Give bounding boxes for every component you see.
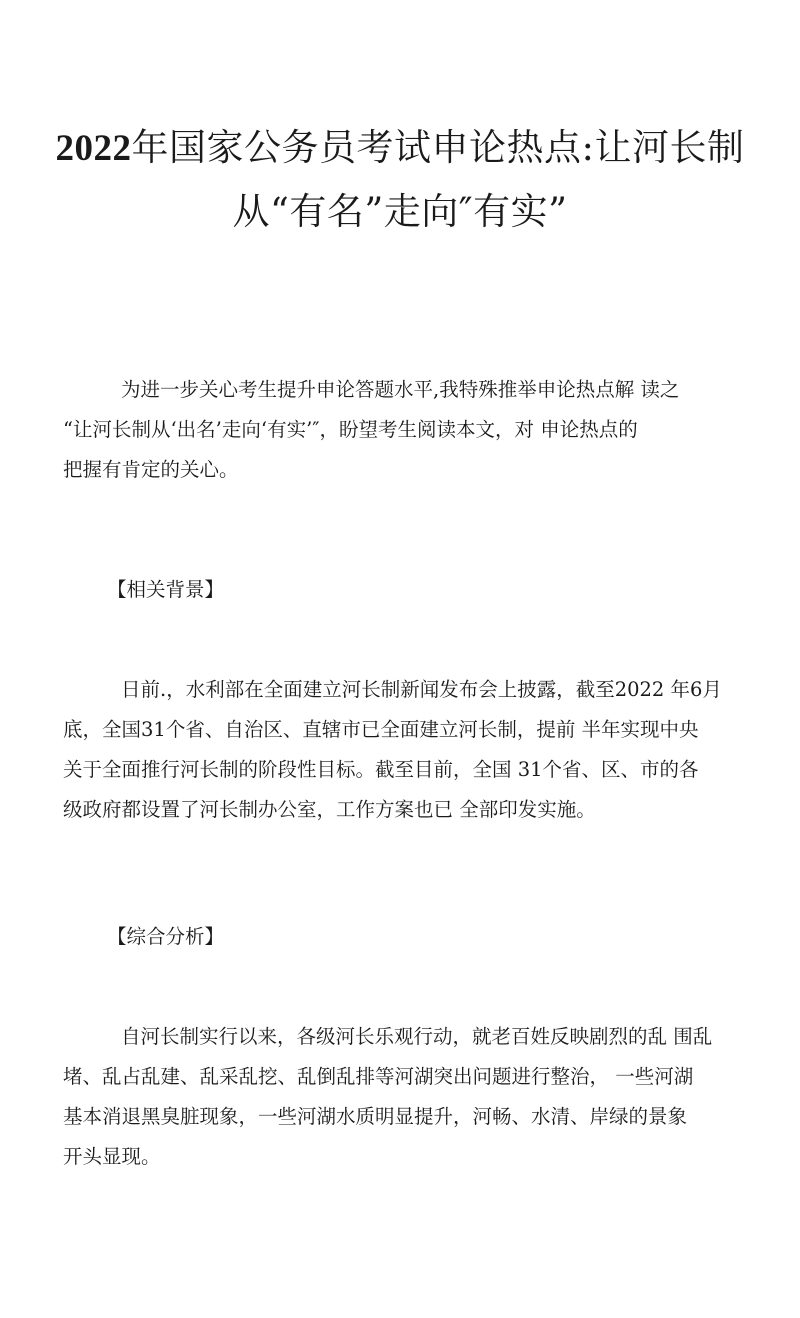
- paragraph-line: 开头显现。: [63, 1145, 161, 1168]
- line-text: 日前.，水利部在全面建立河长制新闻发布会上披露，截至2022 年6月: [121, 678, 722, 701]
- paragraph-line: [63, 1017, 743, 1057]
- line-text: 为进一步关心考生提升申论答题水平,我特殊推举申论热点解 读之: [121, 378, 680, 401]
- paragraph-line: [63, 370, 743, 410]
- title-line-1-text: 年国家公务员考试申论热点:让河长制: [131, 126, 745, 169]
- paragraph-line: 底，全国31个省、自治区、直辖市已全面建立河长制，提前 半年实现中央: [63, 718, 699, 741]
- paragraph-line: 基本消退黑臭脏现象，一些河湖水质明显提升，河畅、水清、岸绿的景象: [63, 1105, 688, 1128]
- title-line-1: [0, 124, 800, 173]
- paragraph-line: 级政府都设置了河长制办公室，工作方案也已 全部印发实施。: [63, 798, 596, 821]
- paragraph-line: 关于全面推行河长制的阶段性目标。截至目前，全国 31个省、区、市的各: [63, 758, 699, 781]
- title-year: 2022: [55, 128, 132, 169]
- intro-paragraph: [63, 370, 743, 490]
- paragraph-line: 堵、乱占乱建、乱采乱挖、乱倒乱排等河湖突出问题进行整治， 一些河湖: [63, 1065, 694, 1088]
- paragraph-line: [63, 670, 743, 710]
- section-heading-background: 【相关背景】: [107, 578, 225, 601]
- paragraph-line: “让河长制从‘出名’走向‘有实’″，盼望考生阅读本文，对 申论热点的: [63, 418, 638, 441]
- title-line-2: 从“有名”走向″有实”: [232, 190, 568, 233]
- paragraph-line: 把握有肯定的关心。: [63, 458, 239, 481]
- line-text: 自河长制实行以来，各级河长乐观行动，就老百姓反映剧烈的乱 围乱: [121, 1025, 713, 1048]
- section-heading-analysis: 【综合分析】: [107, 925, 225, 948]
- background-paragraph: [63, 670, 743, 830]
- analysis-paragraph: [63, 1017, 743, 1177]
